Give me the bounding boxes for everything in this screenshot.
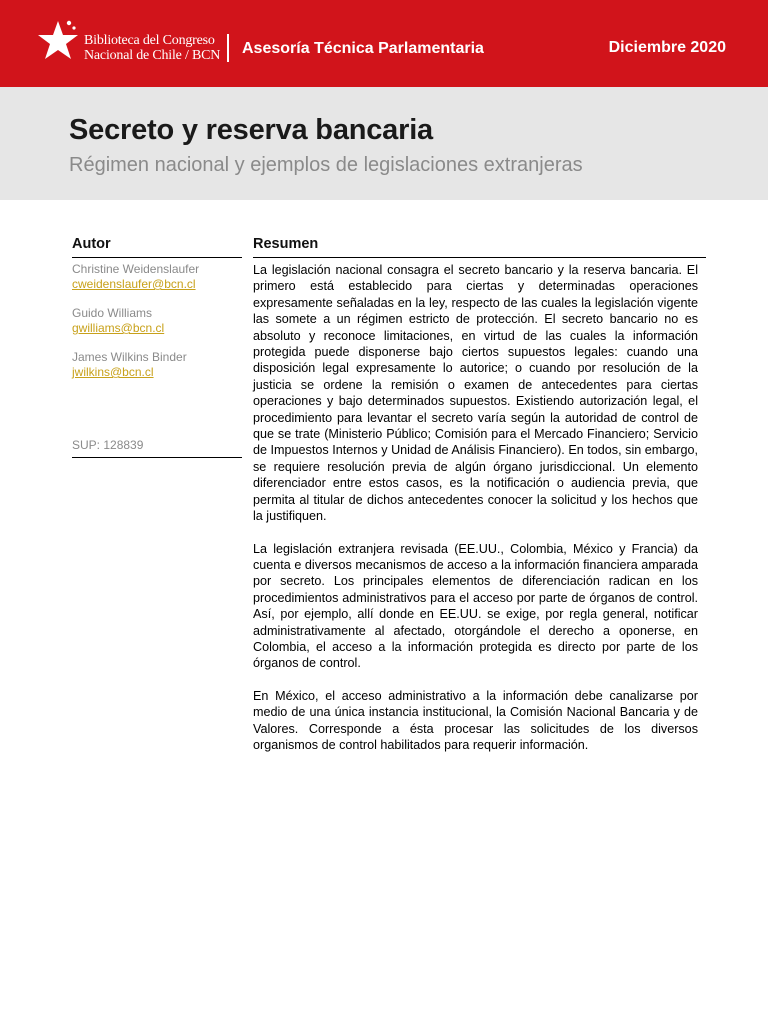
document-subtitle: Régimen nacional y ejemplos de legislaciones extranjeras	[69, 154, 583, 176]
author-name: James Wilkins Binder	[72, 350, 187, 364]
author-item	[72, 262, 242, 292]
author-email-link[interactable]: jwilkins@bcn.cl	[72, 365, 154, 379]
author-email-link[interactable]: gwilliams@bcn.cl	[72, 321, 165, 335]
logo-line-1: Biblioteca del Congreso	[84, 33, 215, 48]
header-divider	[227, 34, 229, 62]
author-name: Guido Williams	[72, 306, 153, 320]
authors-heading: Autor	[72, 236, 242, 258]
star-logo-icon	[36, 18, 80, 62]
authors-column	[72, 236, 242, 394]
author-list	[72, 262, 242, 380]
logo-line-2: Nacional de Chile / BCN	[84, 48, 221, 63]
summary-heading: Resumen	[253, 236, 706, 258]
header-bar	[0, 0, 768, 87]
header-title: Asesoría Técnica Parlamentaria	[242, 40, 484, 57]
author-name: Christine Weidenslaufer	[72, 262, 200, 276]
author-item	[72, 350, 242, 380]
summary-paragraph: En México, el acceso administrativo a la información debe canalizarse por medio de una única instancia institucional, la Comisión Nacional Bancaria y de Valores. Corresponde a ésta procesar las solicitudes de los diversos organismos de control habilitados para requerir información.	[253, 688, 698, 752]
summary-paragraph: La legislación nacional consagra el secreto bancario y la reserva bancaria. El primero está establecido para ciertas y determinadas operaciones expresamente señaladas en la ley, respecto de las cuales la legislación vigente las somete a un régimen estricto de protección. El secreto bancario no es absoluto y reconoce limitaciones, en virtud de las cuales la información protegida puede disponerse bajo ciertos supuestos legales: cuando una disposición legal expresamente lo autorice; o cuando por resolución de la justicia se ordene la remisión o examen de antecedentes para ciertas operaciones y bajo determinados supuestos. Existiendo autorización legal, el procedimiento para levantar el secreto varía según la autoridad de control de que se trate (Ministerio Público; Comisión para el Mercado Financiero; Servicio de Impuestos Internos y Unidad de Análisis Financiero). En todos, sin embargo, se requiere resolución previa de algún órgano jurisdiccional. Un elemento diferenciador entre estos casos, es la notificación o audiencia previa, que permita al titular de dichos antecedentes conocer la solicitud y los hechos que la justifiquen.	[253, 263, 698, 524]
header-date: Diciembre 2020	[608, 39, 726, 56]
logo-wordmark	[84, 33, 220, 63]
author-email-link[interactable]: cweidenslaufer@bcn.cl	[72, 277, 196, 291]
summary-paragraph: La legislación extranjera revisada (EE.UU., Colombia, México y Francia) da cuenta e diversos mecanismos de acceso a la información financiera amparada por secreto. Los principales elementos de diferenciación radican en los procedimientos administrativos para el acceso por parte de órganos de control. Así, por ejemplo, allí donde en EE.UU. se exige, por regla general, notificar administrativamente al afectado, otorgándole el derecho a oponerse, en Colombia, el acceso a la información protegida es directo por parte de los órganos de control.	[253, 541, 698, 671]
document-title: Secreto y reserva bancaria	[69, 114, 433, 146]
sup-number: SUP: 128839	[72, 438, 242, 458]
summary-column	[253, 236, 698, 769]
author-item	[72, 306, 242, 336]
summary-body	[253, 262, 698, 753]
